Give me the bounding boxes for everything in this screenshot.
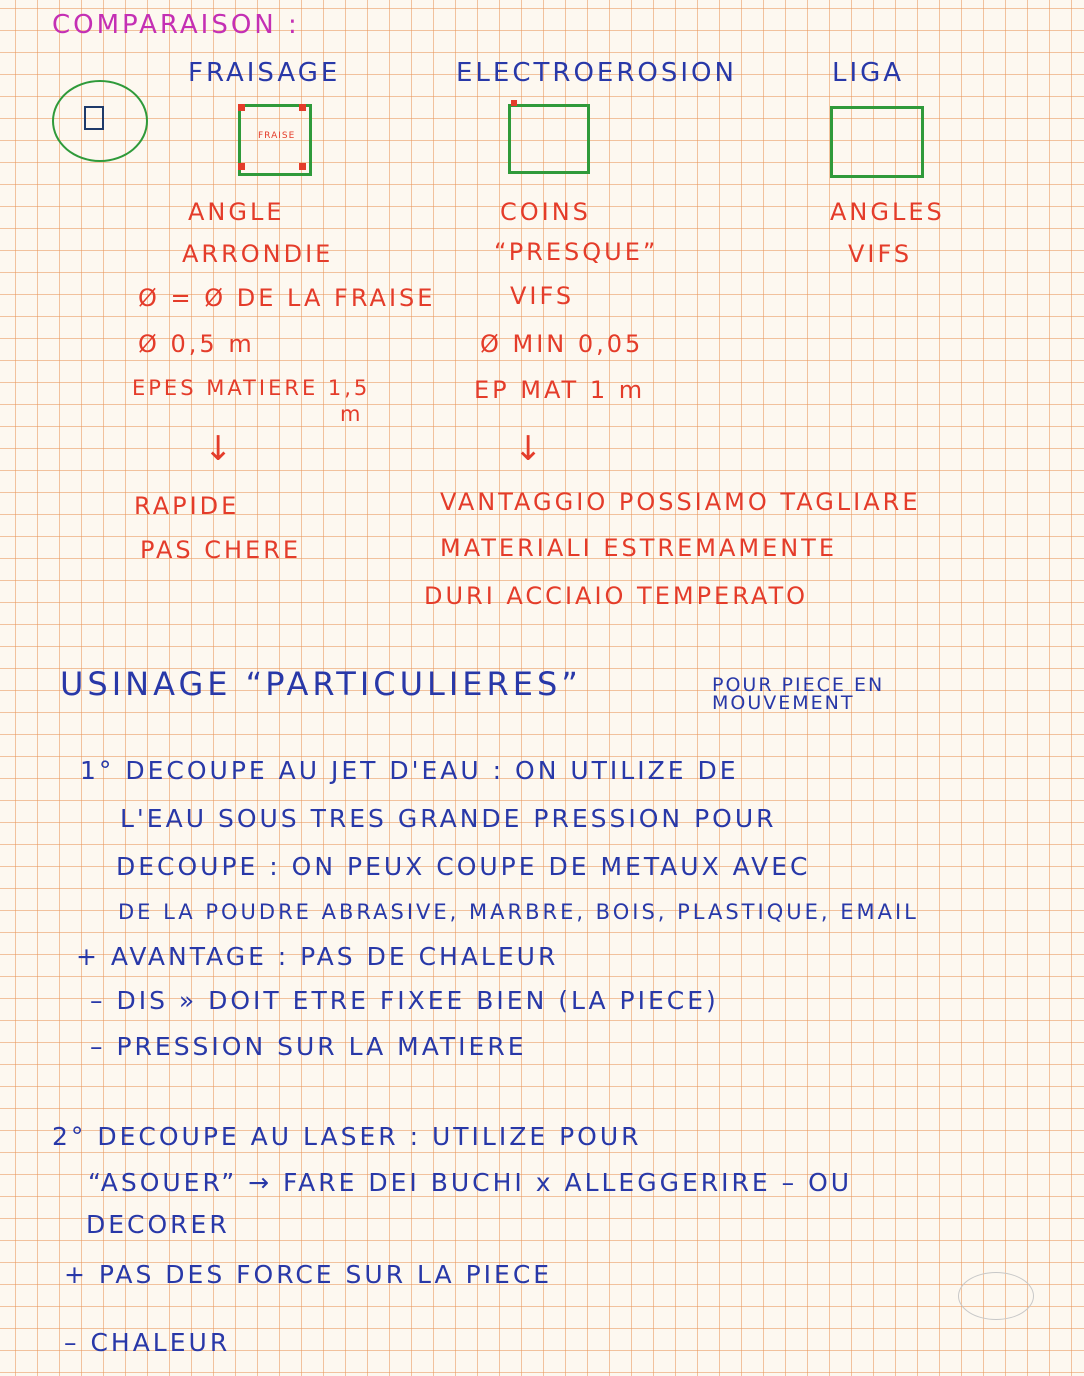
method-title-electroerosion: ELECTROEROSION — [456, 58, 737, 88]
item-line: “ASOUER” → FARE DEI BUCHI x ALLEGGERIRE – OU — [88, 1168, 853, 1197]
square-shape-electroerosion — [508, 104, 590, 174]
rounded-corner-mark — [299, 163, 306, 170]
item-bullet: – PRESSION SUR LA MATIERE — [90, 1032, 527, 1061]
item-bullet: + AVANTAGE : PAS DE CHALEUR — [76, 942, 559, 971]
section-title: USINAGE “PARTICULIERES” — [60, 665, 582, 703]
square-shape-liga — [830, 106, 924, 178]
down-arrow-icon: ↓ — [514, 429, 543, 469]
liga-line: ANGLES — [830, 198, 945, 226]
item-line: DECORER — [86, 1210, 230, 1239]
page-title: COMPARAISON : — [52, 10, 300, 40]
fraisage-line: Ø 0,5 m — [138, 330, 255, 358]
fraisage-unit: m — [340, 402, 364, 426]
electro-line: Ø MIN 0,05 — [480, 330, 644, 358]
electro-line: VIFS — [510, 282, 575, 310]
electro-result: MATERIALI ESTREMAMENTE — [440, 534, 838, 562]
item-heading: 2° DECOUPE AU LASER : UTILIZE POUR — [52, 1122, 642, 1151]
electro-line: “PRESQUE” — [494, 238, 659, 266]
fraisage-line: ARRONDIE — [182, 240, 334, 268]
item-bullet: – CHALEUR — [64, 1328, 231, 1357]
down-arrow-icon: ↓ — [204, 429, 233, 469]
electro-result: DURI ACCIAIO TEMPERATO — [424, 582, 809, 610]
item-heading: 1° DECOUPE AU JET D'EAU : ON UTILIZE DE — [80, 756, 739, 785]
fraisage-result: PAS CHERE — [140, 536, 302, 564]
electro-line: EP MAT 1 m — [474, 376, 646, 404]
item-bullet: + PAS DES FORCE SUR LA PIECE — [64, 1260, 553, 1289]
item-line: DE LA POUDRE ABRASIVE, MARBRE, BOIS, PLASTIQUE, EMAIL — [118, 900, 919, 924]
item-bullet: – DIS » DOIT ETRE FIXEE BIEN (LA PIECE) — [90, 986, 719, 1015]
item-line: L'EAU SOUS TRES GRANDE PRESSION POUR — [120, 804, 777, 833]
item-line: DECOUPE : ON PEUX COUPE DE METAUX AVEC — [116, 852, 811, 881]
electro-result: VANTAGGIO POSSIAMO TAGLIARE — [440, 488, 921, 516]
fraisage-line: EPES MATIERE 1,5 — [132, 376, 371, 400]
fraisage-result: RAPIDE — [134, 492, 240, 520]
rounded-corner-mark — [299, 104, 306, 111]
fraise-label: FRAISE — [258, 131, 296, 141]
fraisage-line: ANGLE — [188, 198, 285, 226]
electro-line: COINS — [500, 198, 591, 226]
fraisage-line: Ø = Ø DE LA FRAISE — [138, 284, 436, 312]
method-title-fraisage: FRAISAGE — [188, 58, 341, 88]
faint-circle-mark — [958, 1272, 1034, 1320]
section-note: POUR PIECE EN MOUVEMENT — [712, 674, 885, 715]
small-square-icon — [84, 106, 104, 130]
liga-line: VIFS — [848, 240, 913, 268]
corner-mark — [511, 100, 517, 106]
rounded-corner-mark — [238, 163, 245, 170]
method-title-liga: LIGA — [832, 58, 905, 88]
rounded-corner-mark — [238, 104, 245, 111]
